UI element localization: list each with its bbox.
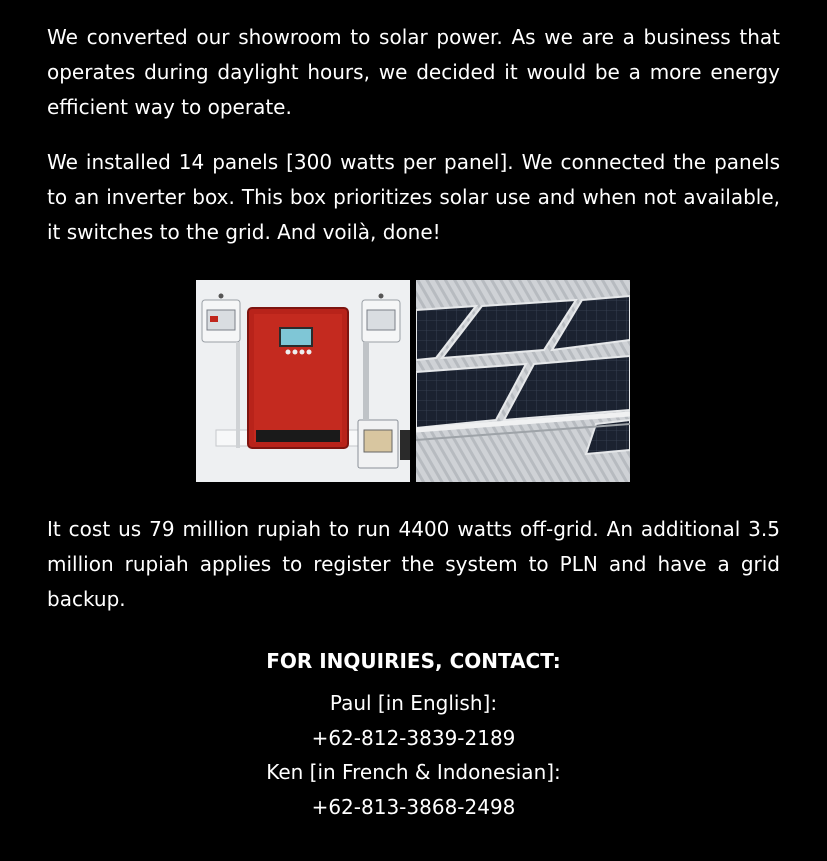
contact-section [0,644,827,824]
contact-phone-paul: +62-812-3839-2189 [311,725,516,750]
contact-heading: FOR INQUIRIES, CONTACT: [266,649,561,673]
installation-paragraph: We installed 14 panels [300 watts per panel]. We connected the panels to an inverter box. This box prioritizes solar use and when not available, it switches to the grid. And voilà, done! [47,150,780,244]
cost-paragraph: It cost us 79 million rupiah to run 4400 watts off-grid. An additional 3.5 million rupiah applies to register the system to PLN and have a grid backup. [47,517,780,611]
solar-panels-illustration [416,280,630,482]
solar-panels-photo [416,280,630,482]
photo-strip [196,280,630,482]
contact-name-ken: Ken [in French & Indonesian]: [266,760,561,784]
inverter-illustration [196,280,410,482]
intro-paragraph: We converted our showroom to solar power. As we are a business that operates during daylight hours, we decided it would be a more energy efficient way to operate. [47,25,780,119]
contact-name-paul: Paul [in English]: [329,691,498,715]
contact-phone-ken: +62-813-3868-2498 [311,794,516,819]
inverter-photo [196,280,410,482]
